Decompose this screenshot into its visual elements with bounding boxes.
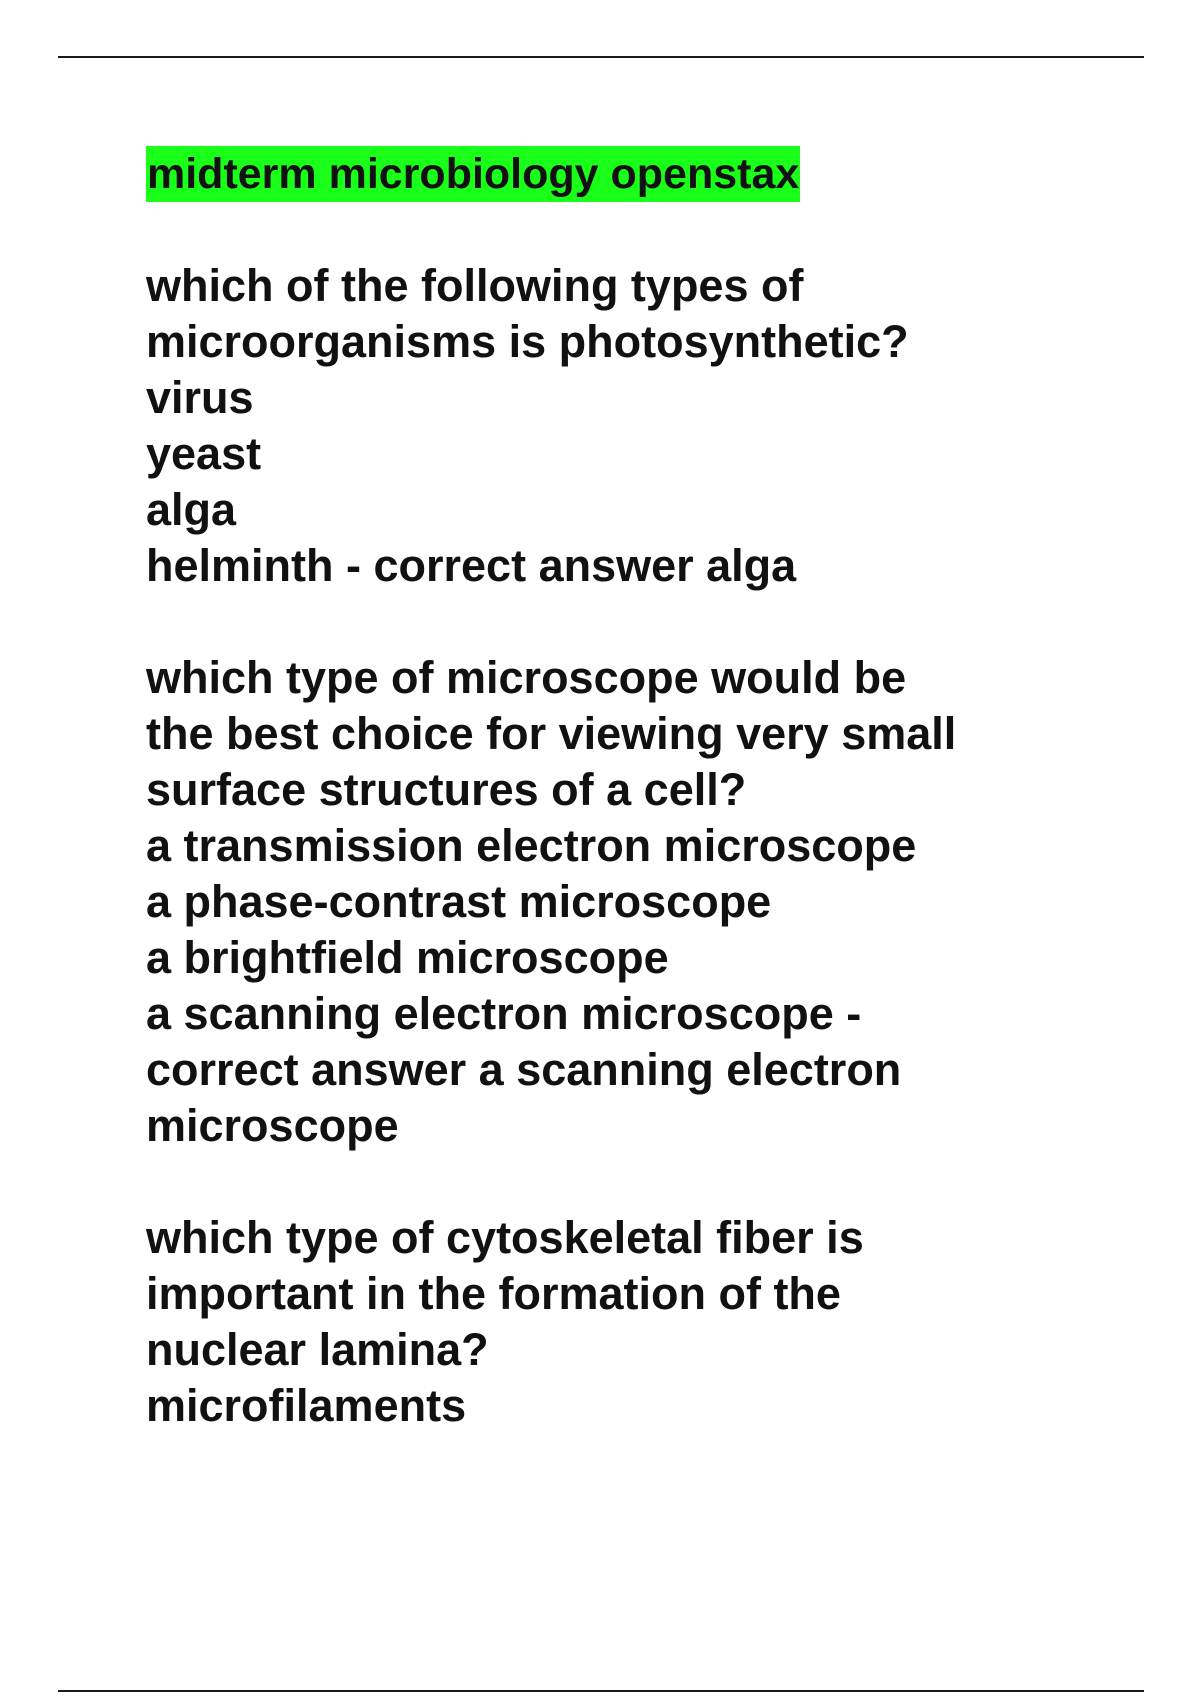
question-1-text-line-1: which of the following types of: [146, 260, 804, 311]
question-1-option-2: yeast: [146, 428, 262, 479]
document-body: [146, 146, 1146, 1434]
question-2-text-line-3: surface structures of a cell?: [146, 764, 747, 815]
question-2-answer-line-1: correct answer a scanning electron: [146, 1044, 902, 1095]
question-1-text-line-2: microorganisms is photosynthetic?: [146, 316, 909, 367]
question-block-3: [146, 1210, 1146, 1434]
question-3-text-line-2: important in the formation of the: [146, 1268, 841, 1319]
question-1-option-1: virus: [146, 372, 254, 423]
question-block-2: [146, 650, 1146, 1154]
question-2-option-4: a scanning electron microscope -: [146, 988, 862, 1039]
header-rule: [58, 56, 1144, 58]
question-1-option-4-answer: helminth - correct answer alga: [146, 540, 797, 591]
question-3-text-line-1: which type of cytoskeletal fiber is: [146, 1212, 864, 1263]
question-block-1: [146, 258, 1146, 594]
question-3-text-line-3: nuclear lamina?: [146, 1324, 489, 1375]
question-2-answer-line-2: microscope: [146, 1100, 399, 1151]
question-1-option-3: alga: [146, 484, 237, 535]
footer-rule: [58, 1690, 1144, 1692]
question-2-text-line-2: the best choice for viewing very small: [146, 708, 957, 759]
question-2-option-3: a brightfield microscope: [146, 932, 669, 983]
question-2-text-line-1: which type of microscope would be: [146, 652, 907, 703]
question-3-option-1: microfilaments: [146, 1380, 467, 1431]
question-2-option-2: a phase-contrast microscope: [146, 876, 772, 927]
document-title: midterm microbiology openstax: [146, 146, 800, 202]
question-2-option-1: a transmission electron microscope: [146, 820, 917, 871]
